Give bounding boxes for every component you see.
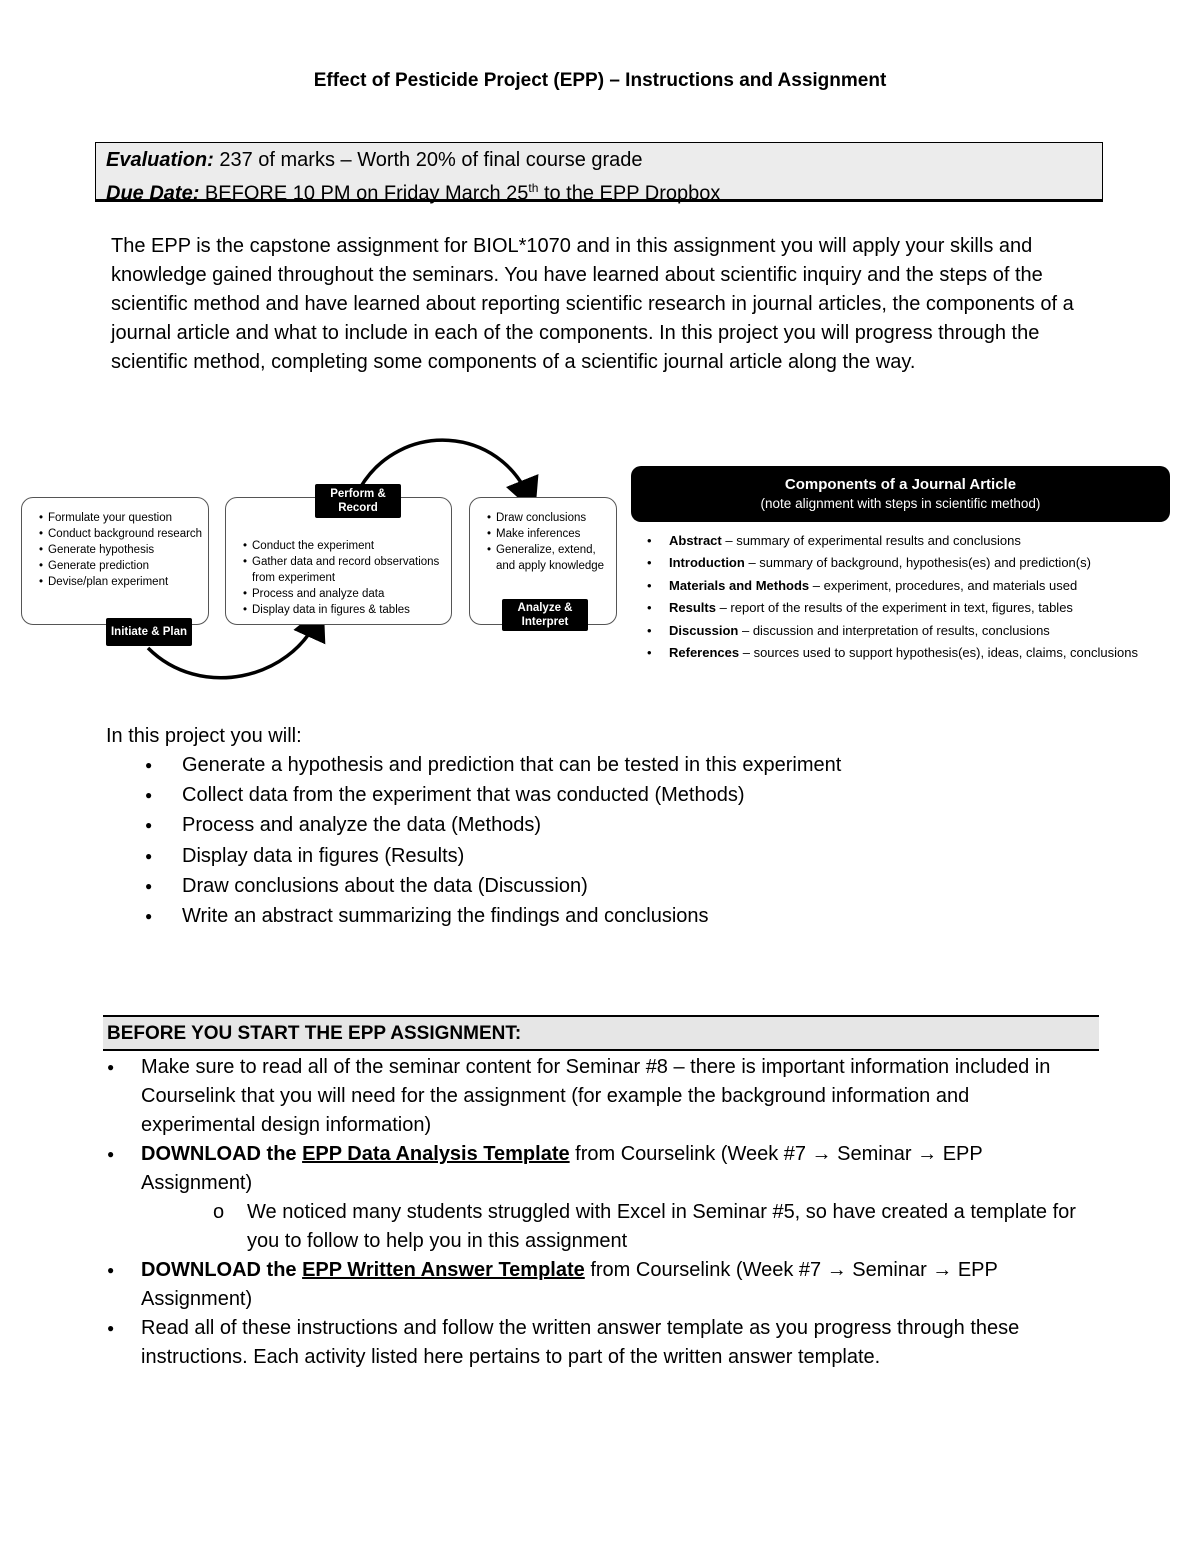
list-item: • Discussion – discussion and interpretation of results, conclusions: [647, 620, 1187, 642]
due-date-text-after: to the EPP Dropbox: [538, 182, 721, 205]
list-item: • References – sources used to support hypothesis(es), ideas, claims, conclusions: [647, 642, 1187, 664]
list-item: • Devise/plan experiment: [48, 574, 204, 590]
list-item: • Generate prediction: [48, 558, 204, 574]
list-item: • Conduct background research: [48, 526, 204, 542]
journal-components-subtitle: (note alignment with steps in scientific method): [760, 496, 1041, 511]
due-date-text: BEFORE 10 PM on Friday March 25: [199, 182, 529, 205]
analyze-interpret-tag: Analyze & Interpret: [502, 599, 588, 631]
list-item: • Process and analyze data: [252, 586, 447, 602]
sub-list-item: o We noticed many students struggled with Excel in Seminar #5, so have created a template for you to follow to help you in this assignment: [213, 1198, 1085, 1256]
initiate-plan-tag: Initiate & Plan: [106, 618, 192, 646]
list-item: • Gather data and record observations from experiment: [252, 554, 447, 586]
list-item: • Abstract – summary of experimental results and conclusions: [647, 530, 1187, 552]
due-date-sup: th: [528, 181, 539, 195]
list-item: • Conduct the experiment: [252, 538, 447, 554]
data-analysis-template-link[interactable]: EPP Data Analysis Template: [302, 1143, 570, 1165]
list-item: • Materials and Methods – experiment, procedures, and materials used: [647, 575, 1187, 597]
due-date-line: [106, 174, 1092, 208]
list-item: • Formulate your question: [48, 510, 204, 526]
before-start-list: [105, 1053, 1085, 1372]
journal-components-title: Components of a Journal Article: [784, 476, 1017, 493]
list-item: ● Draw conclusions about the data (Discussion): [142, 871, 841, 901]
evaluation-text: 237 of marks – Worth 20% of final course grade: [213, 149, 643, 171]
list-item: • Display data in figures & tables: [252, 602, 447, 618]
list-item: ● DOWNLOAD the EPP Written Answer Template from Courselink (Week #7 → Seminar → EPP Assignment): [105, 1256, 1085, 1314]
journal-components-list: [647, 530, 1187, 664]
journal-components-header: [631, 466, 1170, 522]
list-item: • Generate hypothesis: [48, 542, 204, 558]
list-item: ● Process and analyze the data (Methods): [142, 810, 841, 840]
list-item: ● Make sure to read all of the seminar content for Seminar #8 – there is important information included in Courselink that you will need for the assignment (for example the background information and experimental design information): [105, 1053, 1085, 1140]
list-item: • Introduction – summary of background, hypothesis(es) and prediction(s): [647, 552, 1187, 574]
list-item: • Results – report of the results of the experiment in text, figures, tables: [647, 597, 1187, 619]
list-item: • Make inferences: [496, 526, 612, 542]
sub-list: [141, 1198, 1085, 1256]
evaluation-label: Evaluation:: [106, 149, 214, 171]
list-item: ● Collect data from the experiment that was conducted (Methods): [142, 780, 841, 810]
list-item: • Draw conclusions: [496, 510, 612, 526]
initiate-plan-box: [21, 497, 209, 625]
evaluation-box: [95, 142, 1103, 205]
project-intro: In this project you will:: [106, 725, 302, 747]
before-start-heading: BEFORE YOU START THE EPP ASSIGNMENT:: [103, 1015, 1099, 1051]
intro-paragraph: The EPP is the capstone assignment for BIOL*1070 and in this assignment you will apply your skills and knowledge gained throughout the seminars. You have learned about scientific inquiry and the steps of the scientific method and have learned about reporting scientific research in journal articles, the components of a journal article and what to include in each of the components. In this project you will progress through the scientific method, completing some components of a scientific journal article along the way.: [111, 235, 1074, 373]
list-item: ● DOWNLOAD the EPP Data Analysis Template from Courselink (Week #7 → Seminar → EPP Assignment) o We noticed many students struggled with Excel in Seminar #5, so have created a template for you to follow to help you in this assignment: [105, 1140, 1085, 1256]
list-item: • Generalize, extend, and apply knowledge: [496, 542, 612, 574]
list-item: ● Read all of these instructions and follow the written answer template as you progress through these instructions. Each activity listed here pertains to part of the written answer template.: [105, 1314, 1085, 1372]
perform-record-tag: Perform & Record: [315, 484, 401, 518]
list-item: ● Display data in figures (Results): [142, 841, 841, 871]
page-title: Effect of Pesticide Project (EPP) – Instructions and Assignment: [313, 70, 887, 91]
due-date-label: Due Date:: [106, 182, 200, 205]
list-item: ● Write an abstract summarizing the findings and conclusions: [142, 901, 841, 931]
list-item: ● Generate a hypothesis and prediction that can be tested in this experiment: [142, 750, 841, 780]
evaluation-line: [106, 146, 1092, 174]
project-list: [142, 750, 841, 931]
written-answer-template-link[interactable]: EPP Written Answer Template: [302, 1259, 585, 1281]
